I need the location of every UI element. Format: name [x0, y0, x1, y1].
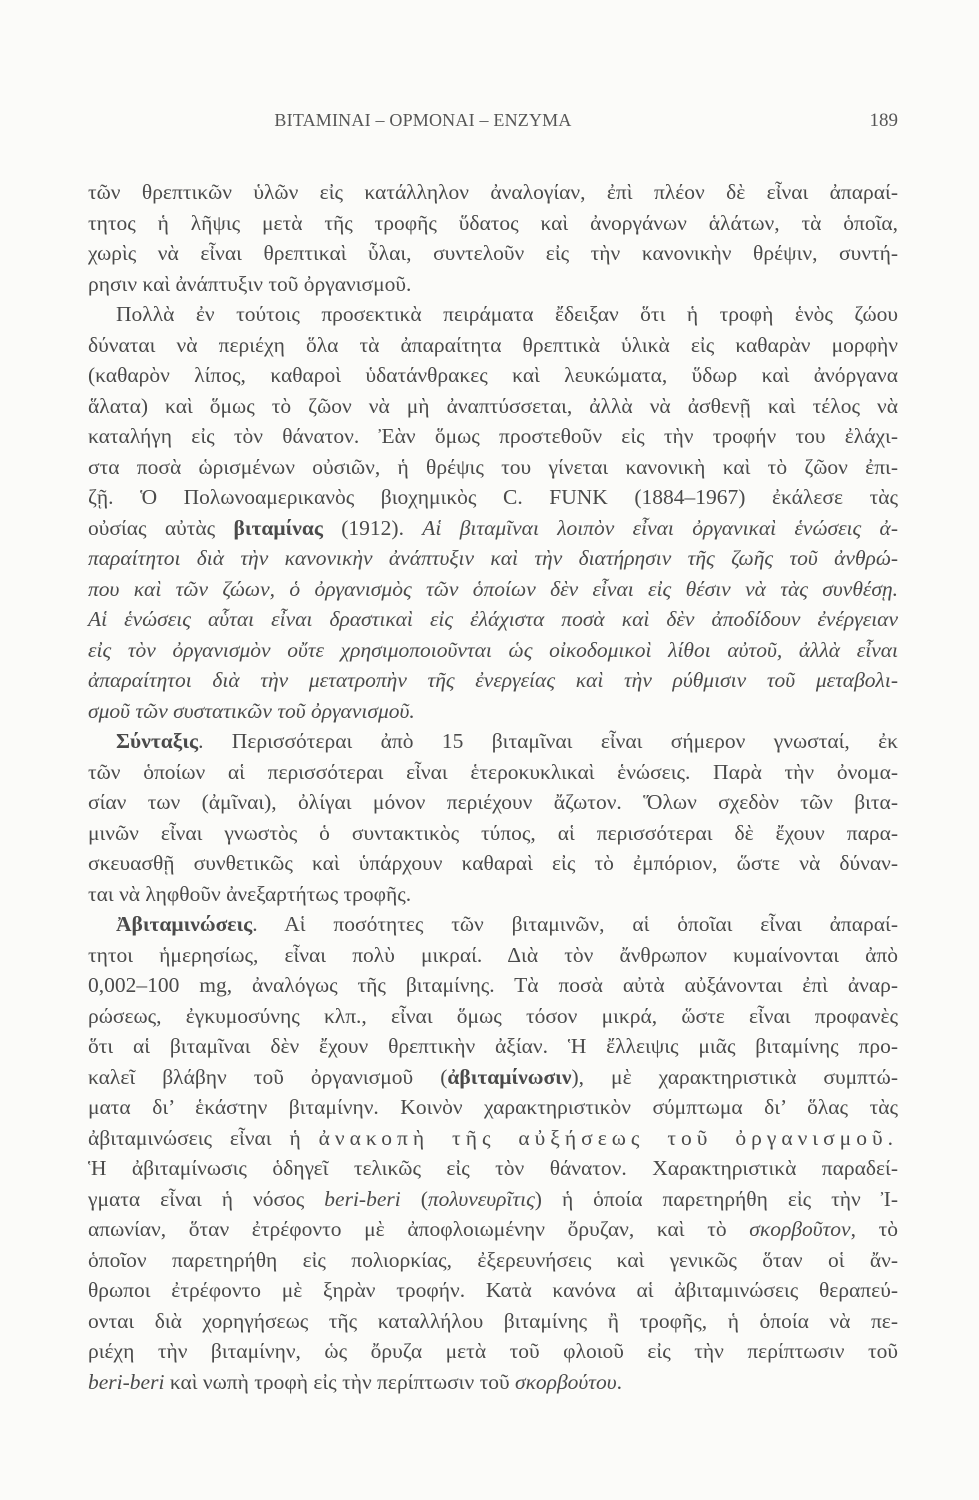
text-line — [88, 360, 898, 391]
italic-text: που καὶ τῶν ζώων, ὁ ὀργανισμὸς τῶν ὁποίων δὲν εἶναι εἰς θέσιν νὰ τὰς συνθέσῃ. — [88, 576, 898, 601]
text-line — [88, 177, 898, 208]
text-run: σίαν των (ἀμῖναι), ὀλίγαι μόνον περιέχουν ἄζωτον. Ὅλων σχεδὸν τῶν βιτα- — [88, 790, 898, 814]
italic-text: ἀπαραίτητοι διὰ τὴν μετατροπὴν τῆς ἐνεργείας καὶ τὴν ρύθμισιν τοῦ μεταβολι- — [88, 668, 898, 692]
italic-text: εἰς τὸν ὀργανισμὸν οὔτε χρησιμοποιοῦνται ὡς οἰκοδομικοὶ λίθοι αὐτοῦ, ἀλλὰ εἶναι — [88, 637, 898, 662]
text-run: ζῇ. Ὁ Πολωνοαμερικανὸς βιοχημικὸς C. FUNK (1884–1967) ἐκάλεσε τὰς — [88, 485, 898, 509]
text-line — [88, 848, 898, 879]
text-line — [88, 1245, 898, 1276]
italic-text: σμοῦ τῶν συστατικῶν τοῦ ὀργανισμοῦ. — [88, 698, 415, 723]
text-run: καλεῖ βλάβην τοῦ ὀργανισμοῦ ( — [88, 1064, 448, 1089]
text-line — [88, 208, 898, 239]
text-line — [88, 482, 898, 513]
text-line — [88, 1092, 898, 1123]
text-run: χωρὶς νὰ εἶναι θρεπτικαὶ ὗλαι, συντελοῦν εἰς τὴν κανονικὴν θρέψιν, συντή- — [88, 241, 898, 265]
text-run: ρησιν καὶ ἀνάπτυξιν τοῦ ὀργανισμοῦ. — [88, 271, 412, 296]
text-line — [88, 513, 898, 544]
text-run: καὶ νωπὴ τροφὴ εἰς τὴν περίπτωσιν τοῦ — [164, 1369, 515, 1394]
text-run: 0,002–100 mg, ἀναλόγως τῆς βιταμίνης. Τὰ ποσὰ αὐτὰ αὐξάνονται ἐπὶ ἀναρ- — [88, 973, 898, 997]
text-run: Ἡ ἀβιταμίνωσις ὁδηγεῖ τελικῶς εἰς τὸν θάνατον. Χαρακτηριστικὰ παραδεί- — [88, 1156, 898, 1180]
text-line — [88, 665, 898, 696]
bold-term: Ἀβιταμινώσεις — [116, 912, 253, 936]
text-run: ἀβιταμινώσεις εἶναι ἡ — [88, 1125, 319, 1150]
text-run: . Αἱ ποσότητες τῶν βιταμινῶν, αἱ ὁποῖαι εἶναι ἀπαραί- — [252, 912, 898, 936]
text-run: τῶν θρεπτικῶν ὑλῶν εἰς κατάλληλον ἀναλογίαν, ἐπὶ πλέον δὲ εἶναι ἀπαραί- — [88, 180, 898, 204]
text-run: θρωποι ἐτρέφοντο μὲ ξηρὰν τροφήν. Κατὰ κανόνα αἱ ἀβιταμινώσεις θεραπεύ- — [88, 1278, 898, 1302]
text-line — [88, 1001, 898, 1032]
text-run: ) ἡ ὁποία παρετηρήθη εἰς τὴν Ἰ- — [534, 1186, 898, 1211]
italic-text: Αἱ ἑνώσεις αὗται εἶναι δραστικαὶ εἰς ἐλάχιστα ποσὰ καὶ δὲν ἀποδίδουν ἐνέργειαν — [88, 607, 898, 631]
italic-text: πολυνευρῖτις — [427, 1186, 535, 1211]
text-run: σκευασθῇ συνθετικῶς καὶ ὑπάρχουν καθαραὶ εἰς τὸ ἐμπόριον, ὥστε νὰ δύναν- — [88, 851, 898, 875]
text-line — [88, 879, 898, 910]
text-line — [88, 238, 898, 269]
text-line — [88, 1275, 898, 1306]
text-run: ονται διὰ χορηγήσεως τῆς καταλλήλου βιταμίνης ἢ τροφῆς, ἡ ὁποία νὰ πε- — [88, 1308, 898, 1333]
text-run: . Περισσότεραι ἀπὸ 15 βιταμῖναι εἶναι σήμερον γνωσταί, ἐκ — [198, 729, 898, 753]
text-line — [88, 1184, 898, 1215]
text-run: Πολλὰ ἐν τούτοις προσεκτικὰ πειράματα ἔδειξαν ὅτι ἡ τροφὴ ἑνὸς ζώου — [116, 302, 898, 326]
italic-text: παραίτητοι διὰ τὴν κανονικὴν ἀνάπτυξιν καὶ τὴν διατήρησιν τῆς ζωῆς τοῦ ἀνθρώ- — [88, 546, 898, 570]
text-line — [88, 970, 898, 1001]
text-run: (1912). — [322, 515, 423, 540]
page-number: 189 — [869, 110, 898, 131]
text-line — [88, 909, 898, 940]
text-line — [88, 726, 898, 757]
text-run: (καθαρὸν λίπος, καθαροὶ ὑδατάνθρακες καὶ λευκώματα, ὕδωρ καὶ ἀνόργανα — [88, 363, 898, 387]
text-run: ( — [400, 1186, 428, 1211]
text-run: τητοι ἡμερησίως, εἶναι πολὺ μικραί. Διὰ τὸν ἄνθρωπον κυμαίνονται ἀπὸ — [88, 942, 898, 967]
text-line — [88, 1123, 898, 1154]
text-line — [88, 299, 898, 330]
text-run: τῶν ὁποίων αἱ περισσότεραι εἶναι ἑτεροκυκλικαὶ ἑνώσεις. Παρὰ τὴν ὀνομα- — [88, 759, 898, 784]
text-line — [88, 452, 898, 483]
text-run: ρώσεως, ἐγκυμοσύνης κλπ., εἶναι ὅμως τόσον μικρά, ὥστε εἶναι προφανὲς — [88, 1003, 898, 1028]
text-line — [88, 1336, 898, 1367]
text-line — [88, 1214, 898, 1245]
text-run: δύναται νὰ περιέχη ὅλα τὰ ἀπαραίτητα θρεπτικὰ ὑλικὰ εἰς καθαρὰν μορφὴν — [88, 332, 898, 357]
italic-text: beri-beri — [88, 1369, 165, 1394]
text-line — [88, 1062, 898, 1093]
text-run: ριέχη τὴν βιταμίνην, ὡς ὄρυζα μετὰ τοῦ φλοιοῦ εἰς τὴν περίπτωσιν τοῦ — [88, 1339, 898, 1363]
text-line — [88, 818, 898, 849]
text-line — [88, 330, 898, 361]
text-run: καταλήγη εἰς τὸν θάνατον. Ἐὰν ὅμως προστεθοῦν εἰς τὴν τροφήν του ἐλάχι- — [88, 424, 898, 448]
body-text — [88, 177, 898, 1397]
text-line — [88, 1153, 898, 1184]
text-run: , τὸ — [850, 1217, 899, 1241]
text-line — [88, 269, 898, 300]
text-line — [88, 940, 898, 971]
text-line — [88, 757, 898, 788]
text-line — [88, 543, 898, 574]
text-line — [88, 421, 898, 452]
text-run: ὁποῖον παρετηρήθη εἰς πολιορκίας, ἐξερευνήσεις καὶ γενικῶς ὅταν οἱ ἄν- — [88, 1247, 898, 1272]
text-line — [88, 1306, 898, 1337]
running-title: BITAMINAI – OPMONAI – ENZYMA — [274, 110, 572, 130]
text-run: ἅλατα) καὶ ὅμως τὸ ζῶον νὰ μὴ ἀναπτύσσεται, ἀλλὰ νὰ ἀσθενῇ καὶ τέλος νὰ — [88, 393, 898, 418]
italic-text: Αἱ βιταμῖναι λοιπὸν εἶναι ὀργανικαὶ ἑνώσεις ἀ- — [422, 515, 898, 540]
text-run: τητος ἡ λῆψις μετὰ τῆς τροφῆς ὕδατος καὶ ἀνοργάνων ἁλάτων, τὰ ὁποῖα, — [88, 210, 898, 235]
italic-text: beri-beri — [324, 1186, 401, 1211]
text-line — [88, 574, 898, 605]
text-run: . — [616, 1369, 622, 1394]
text-run: απωνίαν, ὅταν ἐτρέφοντο μὲ ἀποφλοιωμένην ὄρυζαν, καὶ τὸ — [88, 1217, 750, 1241]
spaced-emphasis: ἀνακοπὴ τῆς αὐξήσεως τοῦ ὀργανισμοῦ. — [318, 1125, 898, 1150]
text-run: ), μὲ χαρακτηριστικὰ συμπτώ- — [571, 1064, 898, 1089]
text-run: μινῶν εἶναι γνωστὸς ὁ συντακτικὸς τύπος, αἱ περισσότεραι δὲ ἔχουν παρα- — [88, 820, 898, 845]
text-line — [88, 635, 898, 666]
page-header — [88, 110, 898, 140]
bold-term: Σύνταξις — [116, 729, 199, 753]
text-line — [88, 391, 898, 422]
text-line — [88, 1367, 898, 1398]
bold-term: βιταμίνας — [233, 515, 323, 540]
text-line — [88, 604, 898, 635]
text-run: στα ποσὰ ὡρισμένων οὐσιῶν, ἡ θρέψις του γίνεται κανονικὴ καὶ τὸ ζῶον ἐπι- — [88, 454, 898, 479]
text-run: οὐσίας αὐτὰς — [88, 515, 234, 540]
italic-text: σκορβοῦτον — [749, 1217, 851, 1241]
text-line — [88, 787, 898, 818]
bold-term: ἀβιταμίνωσιν — [447, 1064, 572, 1089]
text-line — [88, 696, 898, 727]
text-line — [88, 1031, 898, 1062]
italic-text: σκορβούτου — [514, 1369, 617, 1394]
text-run: ται νὰ ληφθοῦν ἀνεξαρτήτως τροφῆς. — [88, 881, 412, 906]
text-run: ὅτι αἱ βιταμῖναι δὲν ἔχουν θρεπτικὴν ἀξίαν. Ἡ ἔλλειψις μιᾶς βιταμίνης προ- — [88, 1034, 898, 1058]
text-run: ματα δι’ ἑκάστην βιταμίνην. Κοινὸν χαρακτηριστικὸν σύμπτωμα δι’ ὅλας τὰς — [88, 1095, 898, 1119]
text-run: γματα εἶναι ἡ νόσος — [88, 1186, 325, 1211]
